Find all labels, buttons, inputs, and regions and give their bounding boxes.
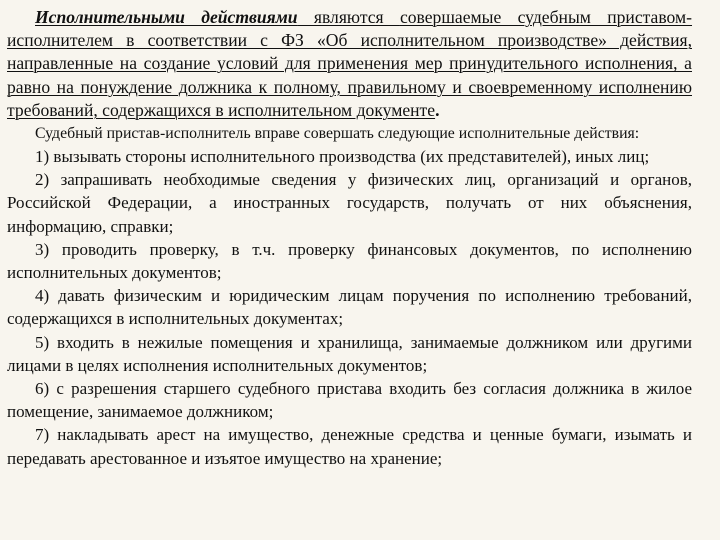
- intro-paragraph: [7, 6, 692, 122]
- list-item-1: 1) вызывать стороны исполнительного производства (их представителей), иных лиц;: [35, 147, 650, 167]
- intro-connector: являются: [297, 7, 400, 27]
- list-item-7: 7) накладывать арест на имущество, денежные средства и ценные бумаги, изымать и передавать арестованное и изъятое имущество на хранение;: [7, 425, 692, 468]
- list-item-5: 5) входить в нежилые помещения и хранилища, занимаемые должником или другими лицами в целях исполнения исполнительных документов;: [7, 332, 692, 375]
- list-item-4: 4) давать физическим и юридическим лицам поручения по исполнению требований, содержащихся в исполнительных документах;: [7, 286, 692, 329]
- term-heading: Исполнительными действиями: [35, 7, 298, 27]
- intro-definition: совершаемые судебным приставом-исполнителем в соответствии с ФЗ «Об исполнительном производстве» действия, направленные на создание условий для применения мер принудительного исполнения, а равно на понуждение должника к полному, правильному и своевременному исполнению требований, содержащихся в исполнительном документе: [7, 7, 693, 120]
- list-item-6: 6) с разрешения старшего судебного пристава входить без согласия должника в жилое помещение, занимаемое должником;: [7, 379, 692, 422]
- intro-period: .: [435, 99, 440, 120]
- list-item-3: 3) проводить проверку, в т.ч. проверку финансовых документов, по исполнению исполнительных документов;: [7, 239, 692, 283]
- list-item-2: 2) запрашивать необходимые сведения у физических лиц, организаций и органов, Российской Федерации, а иностранных государств, получать от них объяснения, информацию, справки;: [7, 170, 692, 236]
- lead-paragraph: Судебный пристав-исполнитель вправе совершать следующие исполнительные действия:: [35, 125, 640, 143]
